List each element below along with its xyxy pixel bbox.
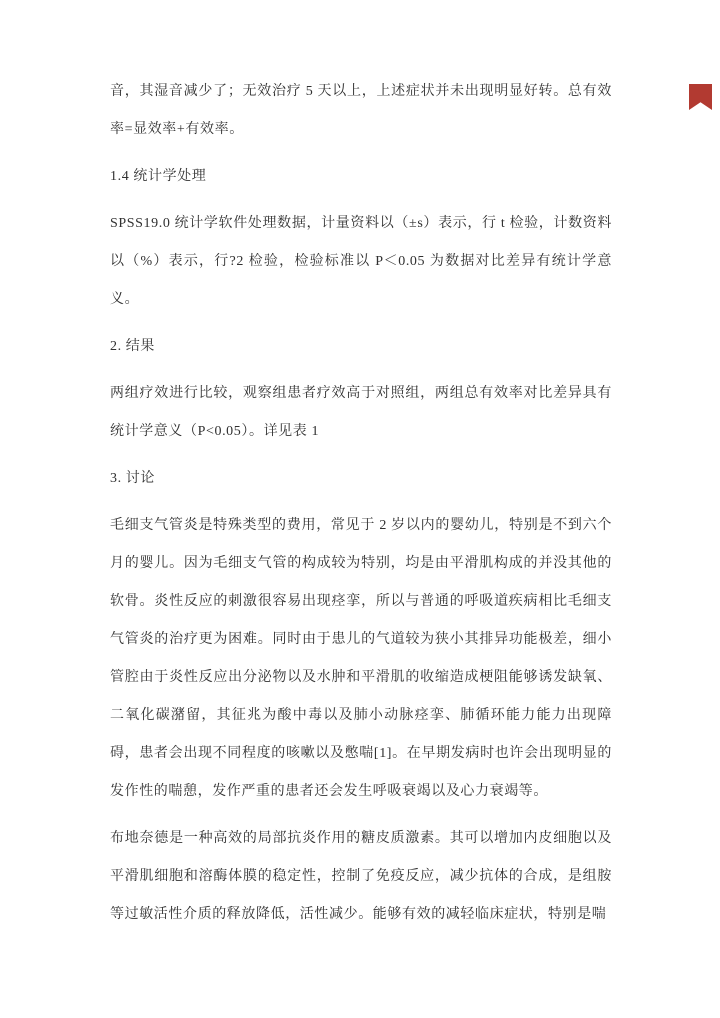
paragraph-body: 毛细支气管炎是特殊类型的费用，常见于 2 岁以内的婴幼儿，特别是不到六个月的婴儿。因为毛细支气管的构成较为特别，均是由平滑肌构成的并没其他的软骨。炎性反应的刺激很容易出现痉挛，所以与普通的呼吸道疾病相比毛细支气管炎的治疗更为困难。同时由于患儿的气道较为狭小其排异功能极差，细小管腔由于炎性反应出分泌物以及水肿和平滑肌的收缩造成梗阻能够诱发缺氧、二氧化碳潴留，其征兆为酸中毒以及肺小动脉痉挛、肺循环能力能力出现障碍，患者会出现不同程度的咳嗽以及憋喘[1]。在早期发病时也许会出现明显的发作性的喘憩，发作严重的患者还会发生呼吸衰竭以及心力衰竭等。 (110, 518, 612, 799)
section-heading-discussion: 3. 讨论 (110, 471, 155, 486)
bookmark-svg (689, 84, 712, 110)
paragraph-body: 音，其湿音减少了；无效治疗 5 天以上，上述症状并未出现明显好转。总有效率=显效率+有效率。 (110, 84, 612, 137)
bookmark-ribbon-icon[interactable] (689, 84, 712, 110)
paragraph-body: 两组疗效进行比较，观察组患者疗效高于对照组，两组总有效率对比差异具有统计学意义（P<0.05）。详见表 1 (110, 386, 612, 439)
section-heading-statistics: 1.4 统计学处理 (110, 169, 207, 184)
bookmark-shape (689, 84, 712, 110)
section-heading-results: 2. 结果 (110, 339, 155, 354)
paragraph-body: 布地奈德是一种高效的局部抗炎作用的糖皮质激素。其可以增加内皮细胞以及平滑肌细胞和溶酶体膜的稳定性，控制了免疫反应，减少抗体的合成，是组胺等过敏活性介质的释放降低，活性减少。能够有效的减轻临床症状，特别是喘 (110, 831, 612, 922)
paragraph-body: SPSS19.0 统计学软件处理数据，计量资料以（±s）表示，行 t 检验，计数资料以（%）表示，行?2 检验，检验标准以 P＜0.05 为数据对比差异有统计学意义。 (110, 216, 612, 307)
document-content (110, 73, 612, 934)
